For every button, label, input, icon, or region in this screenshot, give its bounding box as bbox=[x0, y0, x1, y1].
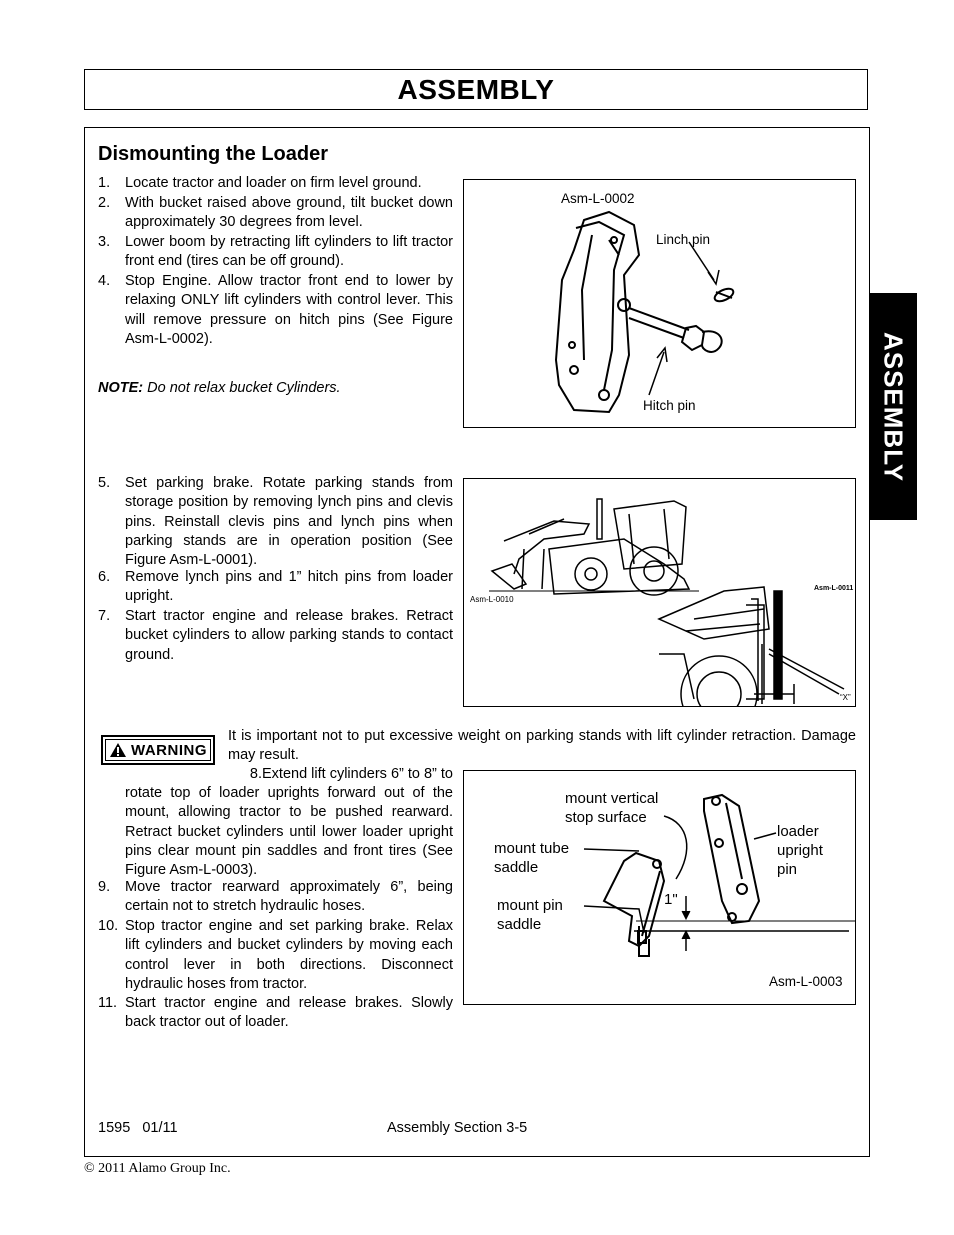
warning-badge bbox=[101, 735, 215, 765]
figure-asm-l-0002 bbox=[463, 179, 856, 428]
side-tab-label: ASSEMBLY bbox=[878, 331, 909, 482]
tractor-loader-drawing bbox=[464, 479, 855, 706]
warning-label: WARNING bbox=[131, 741, 207, 759]
step-8-lead: 8.Extend lift cylinders 6” to 8” to bbox=[249, 766, 453, 782]
warning-text: It is important not to put excessive weight on parking stands with lift cylinder retraction. Damage may result. bbox=[228, 728, 856, 764]
mount-tube-label: mount tube saddle bbox=[494, 840, 570, 876]
note: NOTE: Do not relax bucket Cylinders. bbox=[98, 380, 341, 396]
footer-doc-number: 1595 01/11 bbox=[98, 1120, 178, 1136]
x-label: “X” bbox=[840, 693, 851, 702]
list-item: 10. Stop tractor engine and set parking brake. Relax lift cylinders and bucket cylinders by moving each control lever in both directions. Disconnect hydraulic hoses from tractor. bbox=[98, 918, 453, 992]
hitch-pin-label: Hitch pin bbox=[643, 398, 696, 413]
side-tab bbox=[869, 293, 917, 520]
mount-vertical-label: mount vertical stop surface bbox=[565, 790, 659, 826]
one-inch-label: 1" bbox=[664, 891, 678, 908]
figure-asm-l-0003 bbox=[463, 770, 856, 1005]
figure-id: Asm-L-0002 bbox=[561, 191, 635, 206]
list-item: 3. Lower boom by retracting lift cylinders to lift tractor front end (tires can be off ground). bbox=[98, 234, 453, 270]
list-item: 5. Set parking brake. Rotate parking stands from storage position by removing lynch pins and clevis pins. Reinstall clevis pins and lynch pins when parking stands are in operation position (See Figure Asm-L-0001). bbox=[98, 475, 453, 569]
list-item: 11. Start tractor engine and release brakes. Slowly back tractor out of loader. bbox=[98, 995, 453, 1031]
mount-detail-drawing bbox=[464, 771, 855, 1004]
list-item: 9. Move tractor rearward approximately 6”, being certain not to stretch hydraulic hoses. bbox=[98, 879, 453, 915]
loader-upright-drawing bbox=[464, 180, 855, 427]
figure-asm-l-0010 bbox=[463, 478, 856, 707]
figure-id-left: Asm-L-0010 bbox=[470, 595, 514, 604]
loader-upright-pin-label: loader upright pin bbox=[777, 823, 823, 878]
figure-id-right: Asm-L-0011 bbox=[814, 585, 854, 592]
list-item: rotate top of loader uprights forward out of the mount, allowing tractor to be pushed rearward. Retract bucket cylinders until lower loader upright pins clear mount pin saddles and front tires (See Figure Asm-L-0003). bbox=[125, 785, 453, 879]
warning-triangle-icon bbox=[109, 742, 127, 758]
section-title: Dismounting the Loader bbox=[98, 143, 328, 165]
figure-id: Asm-L-0003 bbox=[769, 974, 843, 989]
copyright: © 2011 Alamo Group Inc. bbox=[84, 1161, 231, 1176]
list-item: 2. With bucket raised above ground, tilt bucket down approximately 30 degrees from level. bbox=[98, 195, 453, 231]
linch-pin-label: Linch pin bbox=[656, 232, 711, 247]
list-item: 1. Locate tractor and loader on firm level ground. bbox=[98, 175, 422, 191]
list-item: 4. Stop Engine. Allow tractor front end to lower by relaxing ONLY lift cylinders with control lever. This will remove pressure on hitch pins (See Figure Asm-L-0002). bbox=[98, 273, 453, 347]
page-title: ASSEMBLY bbox=[397, 74, 555, 105]
footer-section: Assembly Section 3-5 bbox=[387, 1120, 528, 1136]
list-item: 6. Remove lynch pins and 1” hitch pins from loader upright. bbox=[98, 569, 453, 605]
list-item: 7. Start tractor engine and release brakes. Retract bucket cylinders to allow parking stands to contact ground. bbox=[98, 608, 453, 663]
mount-pin-label: mount pin saddle bbox=[497, 897, 563, 933]
